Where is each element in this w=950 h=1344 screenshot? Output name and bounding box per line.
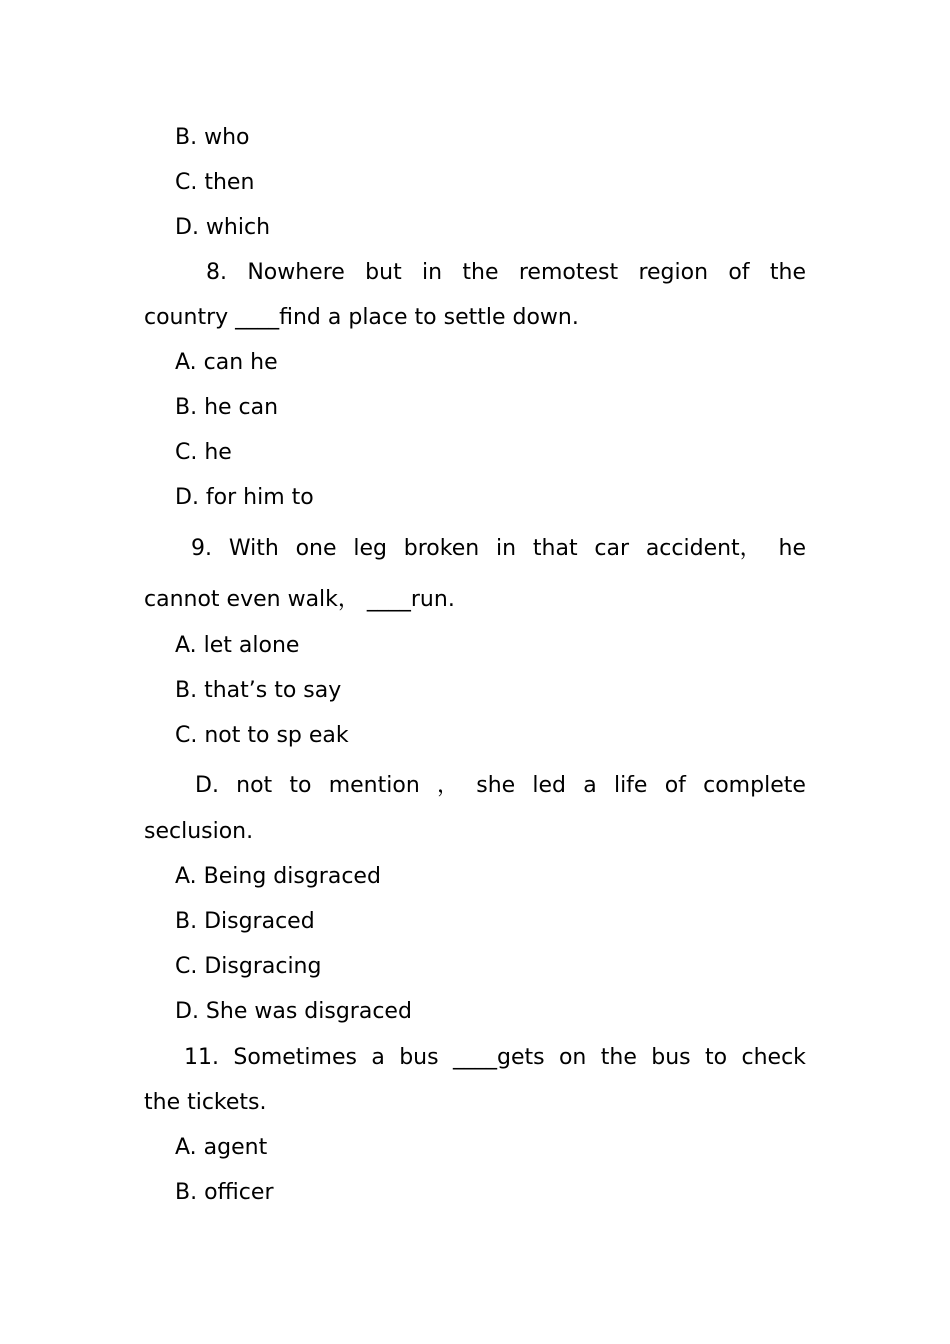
q8-stem-line2: country ____find a place to settle down.: [144, 305, 579, 330]
q10-word: mention: [328, 773, 420, 798]
q10-word: D.: [195, 773, 219, 798]
q11-word: Sometimes: [233, 1045, 357, 1070]
q11-stem-line2: the tickets.: [144, 1090, 267, 1115]
q10-stem-line1: [144, 772, 806, 800]
q10-word: led: [532, 773, 567, 798]
q11-word: check: [741, 1045, 806, 1070]
q11-stem-line1: [144, 1044, 806, 1072]
q8-option-a: A. can he: [175, 350, 278, 375]
q10-option-d: D. She was disgraced: [175, 999, 412, 1024]
q11-option-a: A. agent: [175, 1135, 268, 1160]
q10-word: a: [583, 773, 597, 798]
q10-word: not: [236, 773, 273, 798]
q9-word: broken: [403, 536, 480, 561]
q8-option-b: B. he can: [175, 395, 279, 420]
q11-word: to: [705, 1045, 728, 1070]
q9-word: car: [594, 536, 630, 561]
q8-stem-line1: [144, 259, 806, 287]
q8-word: in: [422, 260, 443, 285]
q8-word: region: [638, 260, 709, 285]
q8-option-c: C. he: [175, 440, 232, 465]
q7-option-b: B. who: [175, 125, 250, 150]
q9-word: With: [228, 536, 279, 561]
q7-option-c: C. then: [175, 170, 255, 195]
q10-word: of: [664, 773, 686, 798]
q11-option-b: B. officer: [175, 1180, 274, 1205]
q10-stem-line2: seclusion.: [144, 819, 254, 844]
q8-word: the: [462, 260, 499, 285]
q9-word: one: [295, 536, 337, 561]
q11-word: bus: [399, 1045, 439, 1070]
q9-number: 9.: [191, 536, 212, 561]
q9-word: accident，: [645, 536, 762, 561]
q8-word: the: [769, 260, 806, 285]
q8-number: 8.: [206, 260, 227, 285]
q11-word: ____gets: [452, 1045, 545, 1070]
q8-word: but: [365, 260, 402, 285]
q8-word: Nowhere: [247, 260, 345, 285]
q9-stem-line2: cannot even walk， ____run.: [144, 587, 455, 612]
q10-word: she: [476, 773, 516, 798]
q9-word: leg: [353, 536, 387, 561]
q8-option-d: D. for him to: [175, 485, 314, 510]
q9-option-c: C. not to sp eak: [175, 723, 349, 748]
q9-word: that: [532, 536, 578, 561]
q8-word: remotest: [518, 260, 619, 285]
q10-word: complete: [703, 773, 806, 798]
q10-option-c: C. Disgracing: [175, 954, 322, 979]
q11-word: on: [558, 1045, 587, 1070]
q9-word: he: [778, 536, 806, 561]
q11-word: bus: [651, 1045, 691, 1070]
q9-option-a: A. let alone: [175, 633, 300, 658]
q10-word: to: [289, 773, 312, 798]
q10-word: ，: [437, 773, 460, 798]
q11-word: the: [600, 1045, 637, 1070]
q10-word: life: [613, 773, 648, 798]
q7-option-d: D. which: [175, 215, 271, 240]
q9-option-b: B. that’s to say: [175, 678, 342, 703]
q9-stem-line1: [144, 535, 806, 563]
q10-option-b: B. Disgraced: [175, 909, 315, 934]
q10-option-a: A. Being disgraced: [175, 864, 381, 889]
q11-word: a: [371, 1045, 385, 1070]
q8-word: of: [728, 260, 750, 285]
q11-number: 11.: [184, 1045, 219, 1070]
q9-word: in: [496, 536, 517, 561]
